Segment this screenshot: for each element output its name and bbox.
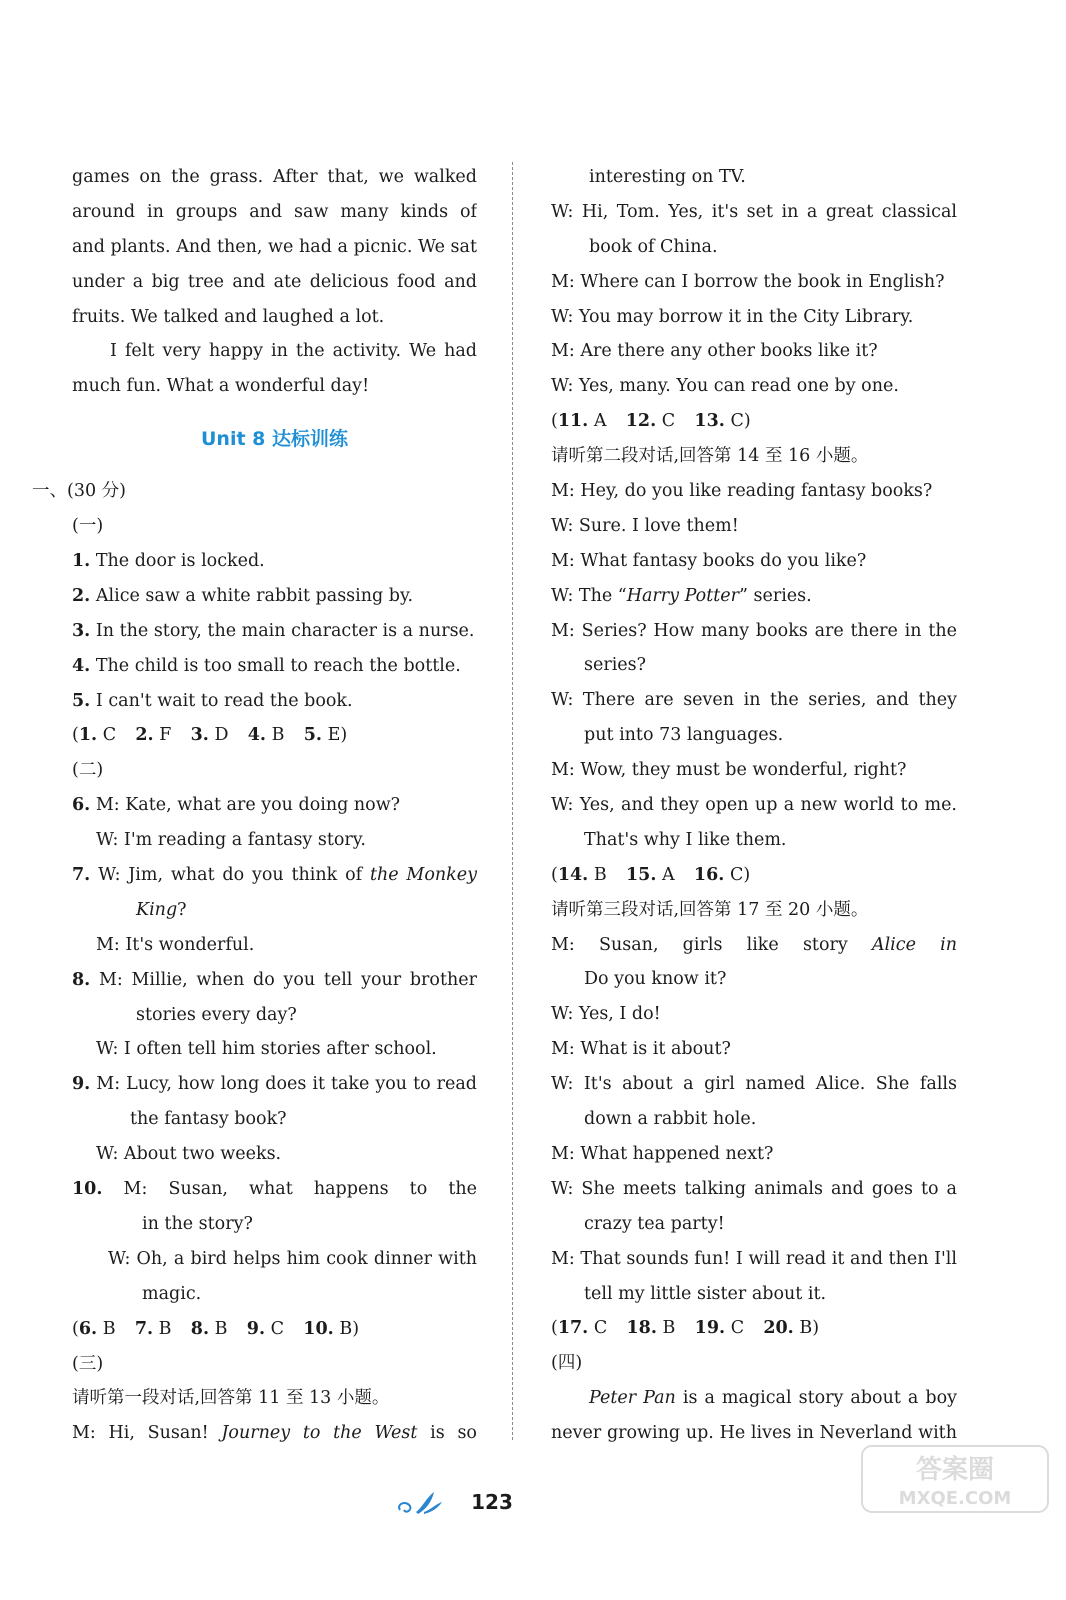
watermark-logo-icon bbox=[860, 1444, 1050, 1514]
text-line: W: There are seven in the series, and they bbox=[551, 690, 957, 711]
text-line: King? bbox=[136, 899, 187, 920]
text-line: never growing up. He lives in Neverland with bbox=[551, 1423, 957, 1444]
text-line: W: You may borrow it in the City Library. bbox=[551, 306, 914, 327]
list-item: 9. M: Lucy, how long does it take you to read bbox=[72, 1074, 477, 1095]
list-item: 5. I can't wait to read the book. bbox=[72, 690, 353, 711]
right-column bbox=[551, 160, 957, 1451]
answer-key: (14. B 15. A 16. C) bbox=[551, 864, 751, 885]
text-line: M: It's wonderful. bbox=[96, 934, 255, 955]
paragraph bbox=[72, 334, 477, 404]
text-line: M: What fantasy books do you like? bbox=[551, 550, 867, 571]
list-item: 1. The door is locked. bbox=[72, 551, 265, 572]
list-item: 4. The child is too small to reach the bottle. bbox=[72, 655, 461, 676]
text-line: crazy tea party! bbox=[584, 1213, 725, 1234]
text-line: W: Oh, a bird helps him cook dinner with bbox=[108, 1248, 477, 1269]
text-line: W: Yes, I do! bbox=[551, 1004, 661, 1025]
section-heading: Unit 8 达标训练 bbox=[201, 428, 348, 451]
text-line: M: What is it about? bbox=[551, 1039, 731, 1060]
list-item: 2. Alice saw a white rabbit passing by. bbox=[72, 585, 414, 606]
text-line: M: What happened next? bbox=[551, 1143, 774, 1164]
text-line: M: Hey, do you like reading fantasy books? bbox=[551, 481, 933, 502]
text-line: series? bbox=[584, 655, 647, 676]
text-line: interesting on TV. bbox=[589, 167, 746, 187]
text-line: book of China. bbox=[589, 236, 718, 257]
section-label: 一、(30 分) bbox=[32, 481, 126, 502]
text-line: much fun. What a wonderful day! bbox=[72, 376, 370, 397]
text-line: M: Susan, girls like story Alice in bbox=[551, 934, 957, 955]
svg-text:答案圈: 答案圈 bbox=[915, 1455, 995, 1485]
text-line: games on the grass. After that, we walked bbox=[72, 167, 477, 187]
text-line: magic. bbox=[142, 1283, 202, 1304]
left-column bbox=[32, 160, 477, 1451]
column-divider bbox=[512, 162, 513, 1440]
text-line: put into 73 languages. bbox=[584, 725, 784, 746]
text-line: M: Hi, Susan! Journey to the West is so bbox=[72, 1423, 477, 1444]
page-footer bbox=[0, 1455, 1066, 1522]
answer-key: (17. C 18. B 19. C 20. B) bbox=[551, 1318, 820, 1339]
text-line: fruits. We talked and laughed a lot. bbox=[72, 306, 385, 327]
text-line: W: Sure. I love them! bbox=[551, 515, 739, 536]
answer-key: (6. B 7. B 8. B 9. C 10. B) bbox=[72, 1318, 360, 1339]
dialogue-intro: 请听第一段对话,回答第 11 至 13 小题。 bbox=[72, 1388, 390, 1409]
text-line: M: That sounds fun! I will read it and then I'll bbox=[551, 1248, 957, 1269]
text-line: W: Yes, many. You can read one by one. bbox=[551, 376, 899, 397]
text-line: down a rabbit hole. bbox=[584, 1109, 757, 1130]
text-line: W: Yes, and they open up a new world to me. bbox=[551, 795, 957, 816]
dialogue-intro: 请听第三段对话,回答第 17 至 20 小题。 bbox=[551, 899, 869, 920]
list-item: 6. M: Kate, what are you doing now? bbox=[72, 795, 401, 816]
page-number: 123 bbox=[471, 1490, 513, 1514]
answer-key: (11. A 12. C 13. C) bbox=[551, 411, 751, 432]
dialogue-intro: 请听第二段对话,回答第 14 至 16 小题。 bbox=[551, 446, 869, 467]
text-line: W: About two weeks. bbox=[96, 1144, 282, 1165]
text-line: W: It's about a girl named Alice. She falls bbox=[551, 1074, 957, 1095]
list-item: 7. W: Jim, what do you think of the Monkey bbox=[72, 865, 477, 886]
text-line: W: I'm reading a fantasy story. bbox=[96, 830, 366, 851]
text-line: That's why I like them. bbox=[584, 829, 787, 850]
part-label: (二) bbox=[72, 760, 104, 781]
text-line: in the story? bbox=[142, 1213, 253, 1234]
text-line: tell my little sister about it. bbox=[584, 1283, 827, 1304]
text-line: W: The “Harry Potter” series. bbox=[551, 585, 812, 606]
paragraph bbox=[72, 160, 477, 334]
text-line: W: I often tell him stories after school. bbox=[96, 1039, 437, 1060]
text-line: I felt very happy in the activity. We had bbox=[110, 341, 477, 362]
text-line: Do you know it? bbox=[584, 969, 727, 990]
part-label: (四) bbox=[551, 1353, 583, 1374]
text-line: and plants. And then, we had a picnic. We sat bbox=[72, 236, 477, 257]
text-line: around in groups and saw many kinds of bbox=[72, 201, 477, 222]
text-line: the fantasy book? bbox=[130, 1109, 287, 1130]
list-item: 8. M: Millie, when do you tell your brother bbox=[72, 969, 477, 990]
swirl-icon bbox=[394, 1488, 446, 1518]
list-item: 3. In the story, the main character is a nurse. bbox=[72, 620, 475, 641]
answer-key: (1. C 2. F 3. D 4. B 5. E) bbox=[72, 725, 348, 746]
text-line: W: Hi, Tom. Yes, it's set in a great classical bbox=[551, 201, 957, 222]
svg-text:MXQE.COM: MXQE.COM bbox=[898, 1488, 1012, 1509]
part-label: (一) bbox=[72, 516, 104, 537]
text-line: W: She meets talking animals and goes to a bbox=[551, 1178, 957, 1199]
list-item: 10. M: Susan, what happens to the bbox=[72, 1179, 477, 1200]
text-line: M: Where can I borrow the book in English? bbox=[551, 271, 945, 292]
text-line: under a big tree and ate delicious food and bbox=[72, 271, 477, 292]
text-line: M: Series? How many books are there in the bbox=[551, 620, 957, 641]
part-label: (三) bbox=[72, 1353, 104, 1374]
text-line: stories every day? bbox=[136, 1004, 297, 1025]
text-line: M: Wow, they must be wonderful, right? bbox=[551, 760, 907, 781]
text-line: M: Are there any other books like it? bbox=[551, 341, 878, 362]
text-line: Peter Pan is a magical story about a boy bbox=[589, 1388, 957, 1409]
